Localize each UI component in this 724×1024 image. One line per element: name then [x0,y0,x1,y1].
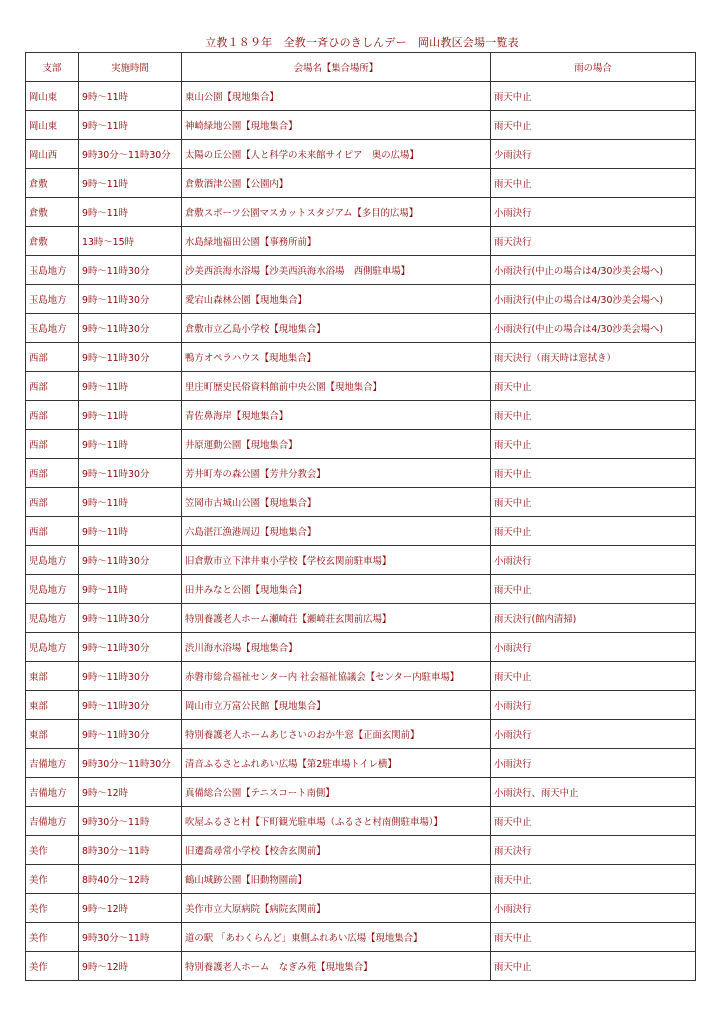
rain-policy-cell: 小雨決行(中止の場合は4/30沙美会場へ) [491,285,696,314]
rain-policy-cell: 小雨決行(中止の場合は4/30沙美会場へ) [491,256,696,285]
rain-policy-cell: 雨天中止 [491,575,696,604]
header-venue: 会場名【集合場所】 [182,53,491,82]
venue-cell: 赤磐市総合福祉センター内 社会福祉協議会【センター内駐車場】 [182,662,491,691]
branch-cell: 倉敷 [26,169,79,198]
rain-policy-cell: 雨天中止 [491,401,696,430]
venue-cell: 特別養護老人ホーム なぎみ苑【現地集合】 [182,952,491,981]
rain-policy-cell: 雨天中止 [491,517,696,546]
table-row [26,894,696,923]
time-cell: 13時～15時 [79,227,182,256]
branch-cell: 倉敷 [26,227,79,256]
rain-policy-cell: 雨天中止 [491,430,696,459]
time-cell: 9時～11時30分 [79,662,182,691]
time-cell: 9時～11時30分 [79,459,182,488]
venue-cell: 倉敷市立乙島小学校【現地集合】 [182,314,491,343]
branch-cell: 美作 [26,865,79,894]
rain-policy-cell: 少雨決行 [491,140,696,169]
branch-cell: 東部 [26,662,79,691]
time-cell: 9時～11時30分 [79,633,182,662]
branch-cell: 倉敷 [26,198,79,227]
table-row [26,140,696,169]
rain-policy-cell: 小雨決行 [491,749,696,778]
venue-cell: 沙美西浜海水浴場【沙美西浜海水浴場 西側駐車場】 [182,256,491,285]
venue-cell: 渋川海水浴場【現地集合】 [182,633,491,662]
venue-cell: 井原運動公園【現地集合】 [182,430,491,459]
table-row [26,314,696,343]
branch-cell: 児島地方 [26,575,79,604]
time-cell: 9時～11時 [79,169,182,198]
table-row [26,488,696,517]
rain-policy-cell: 小雨決行 [491,198,696,227]
header-row [26,53,696,82]
time-cell: 9時～11時30分 [79,256,182,285]
table-row [26,459,696,488]
rain-policy-cell: 雨天決行 [491,227,696,256]
branch-cell: 美作 [26,952,79,981]
table-row [26,82,696,111]
time-cell: 9時～11時 [79,430,182,459]
branch-cell: 西部 [26,459,79,488]
rain-policy-cell: 雨天中止 [491,169,696,198]
venue-cell: 里庄町歴史民俗資料館前中央公園【現地集合】 [182,372,491,401]
time-cell: 9時30分～11時 [79,807,182,836]
time-cell: 9時30分～11時30分 [79,749,182,778]
branch-cell: 東部 [26,720,79,749]
rain-policy-cell: 雨天中止 [491,111,696,140]
time-cell: 9時～11時30分 [79,691,182,720]
branch-cell: 西部 [26,430,79,459]
table-row [26,111,696,140]
time-cell: 9時～12時 [79,778,182,807]
branch-cell: 東部 [26,691,79,720]
venue-cell: 岡山市立万富公民館【現地集合】 [182,691,491,720]
branch-cell: 美作 [26,836,79,865]
branch-cell: 岡山東 [26,111,79,140]
venue-cell: 笠岡市古城山公園【現地集合】 [182,488,491,517]
venue-cell: 六島湛江漁港周辺【現地集合】 [182,517,491,546]
branch-cell: 西部 [26,343,79,372]
venue-cell: 道の駅 「あわくらんど」東側ふれあい広場【現地集合】 [182,923,491,952]
branch-cell: 吉備地方 [26,778,79,807]
branch-cell: 岡山西 [26,140,79,169]
time-cell: 8時30分～11時 [79,836,182,865]
header-branch: 支部 [26,53,79,82]
venue-cell: 太陽の丘公園【人と科学の未来館サイピア 奥の広場】 [182,140,491,169]
rain-policy-cell: 雨天中止 [491,865,696,894]
venue-cell: 倉敷スポーツ公園マスカットスタジアム【多目的広場】 [182,198,491,227]
venue-cell: 吹屋ふるさと村【下町観光駐車場（ふるさと村南側駐車場）】 [182,807,491,836]
table-row [26,720,696,749]
table-row [26,517,696,546]
table-row [26,546,696,575]
table-row [26,256,696,285]
venue-table [25,52,696,981]
time-cell: 9時～11時 [79,372,182,401]
time-cell: 9時～11時 [79,575,182,604]
rain-policy-cell: 雨天中止 [491,488,696,517]
venue-cell: 鴨方オペラハウス【現地集合】 [182,343,491,372]
branch-cell: 吉備地方 [26,749,79,778]
branch-cell: 玉島地方 [26,256,79,285]
table-body [26,82,696,981]
table-row [26,952,696,981]
rain-policy-cell: 雨天決行（雨天時は窓拭き） [491,343,696,372]
table-row [26,198,696,227]
venue-cell: 旧倉敷市立下津井東小学校【学校玄関前駐車場】 [182,546,491,575]
table-row [26,836,696,865]
rain-policy-cell: 雨天中止 [491,82,696,111]
venue-cell: 芳井町寿の森公園【芳井分教会】 [182,459,491,488]
branch-cell: 玉島地方 [26,285,79,314]
venue-cell: 特別養護老人ホームあじさいのおか牛窓【正面玄関前】 [182,720,491,749]
rain-policy-cell: 雨天中止 [491,952,696,981]
time-cell: 9時～11時30分 [79,314,182,343]
table-row [26,227,696,256]
rain-policy-cell: 雨天中止 [491,662,696,691]
venue-cell: 神崎緑地公園【現地集合】 [182,111,491,140]
rain-policy-cell: 小雨決行、雨天中止 [491,778,696,807]
page-title: 立教１８９年 全教一斉ひのきしんデー 岡山教区会場一覧表 [205,36,519,49]
table-row [26,285,696,314]
branch-cell: 児島地方 [26,546,79,575]
branch-cell: 児島地方 [26,604,79,633]
table-row [26,865,696,894]
rain-policy-cell: 雨天中止 [491,372,696,401]
venue-cell: 東山公園【現地集合】 [182,82,491,111]
branch-cell: 西部 [26,372,79,401]
table-row [26,807,696,836]
time-cell: 9時～12時 [79,952,182,981]
venue-cell: 倉敷酒津公園【公園内】 [182,169,491,198]
time-cell: 9時～11時 [79,198,182,227]
time-cell: 9時～11時30分 [79,720,182,749]
rain-policy-cell: 雨天決行(館内清掃) [491,604,696,633]
table-row [26,401,696,430]
table-row [26,575,696,604]
venue-cell: 鶴山城跡公園【旧動物園前】 [182,865,491,894]
venue-cell: 水島緑地福田公園【事務所前】 [182,227,491,256]
rain-policy-cell: 雨天中止 [491,459,696,488]
table-header [26,53,696,82]
time-cell: 9時～11時 [79,488,182,517]
time-cell: 9時～11時 [79,517,182,546]
time-cell: 9時～12時 [79,894,182,923]
venue-cell: 清音ふるさとふれあい広場【第2駐車場トイレ横】 [182,749,491,778]
branch-cell: 西部 [26,488,79,517]
venue-cell: 特別養護老人ホーム瀬崎荘【瀬崎荘玄関前広場】 [182,604,491,633]
time-cell: 9時～11時30分 [79,285,182,314]
rain-policy-cell: 雨天中止 [491,923,696,952]
rain-policy-cell: 小雨決行(中止の場合は4/30沙美会場へ) [491,314,696,343]
table-row [26,778,696,807]
table-row [26,749,696,778]
branch-cell: 美作 [26,923,79,952]
venue-cell: 旧遷喬尋常小学校【校舎玄関前】 [182,836,491,865]
table-row [26,343,696,372]
time-cell: 9時～11時 [79,111,182,140]
header-rain: 雨の場合 [491,53,696,82]
time-cell: 9時30分～11時 [79,923,182,952]
branch-cell: 西部 [26,401,79,430]
table-row [26,633,696,662]
branch-cell: 西部 [26,517,79,546]
header-time: 実施時間 [79,53,182,82]
venue-cell: 愛宕山森林公園【現地集合】 [182,285,491,314]
rain-policy-cell: 雨天中止 [491,807,696,836]
time-cell: 9時～11時30分 [79,604,182,633]
table-row [26,604,696,633]
time-cell: 9時30分～11時30分 [79,140,182,169]
branch-cell: 岡山東 [26,82,79,111]
venue-cell: 青佐鼻海岸【現地集合】 [182,401,491,430]
rain-policy-cell: 小雨決行 [491,720,696,749]
branch-cell: 児島地方 [26,633,79,662]
table-row [26,662,696,691]
table-row [26,430,696,459]
table-row [26,691,696,720]
time-cell: 9時～11時 [79,401,182,430]
venue-cell: 田井みなと公園【現地集合】 [182,575,491,604]
branch-cell: 吉備地方 [26,807,79,836]
table-row [26,169,696,198]
rain-policy-cell: 小雨決行 [491,894,696,923]
time-cell: 9時～11時30分 [79,546,182,575]
rain-policy-cell: 小雨決行 [491,633,696,662]
table-row [26,923,696,952]
rain-policy-cell: 小雨決行 [491,546,696,575]
venue-cell: 真備総合公園【テニスコート南側】 [182,778,491,807]
rain-policy-cell: 小雨決行 [491,691,696,720]
branch-cell: 玉島地方 [26,314,79,343]
time-cell: 9時～11時30分 [79,343,182,372]
branch-cell: 美作 [26,894,79,923]
table-row [26,372,696,401]
time-cell: 8時40分～12時 [79,865,182,894]
time-cell: 9時～11時 [79,82,182,111]
venue-cell: 美作市立大原病院【病院玄関前】 [182,894,491,923]
rain-policy-cell: 雨天決行 [491,836,696,865]
